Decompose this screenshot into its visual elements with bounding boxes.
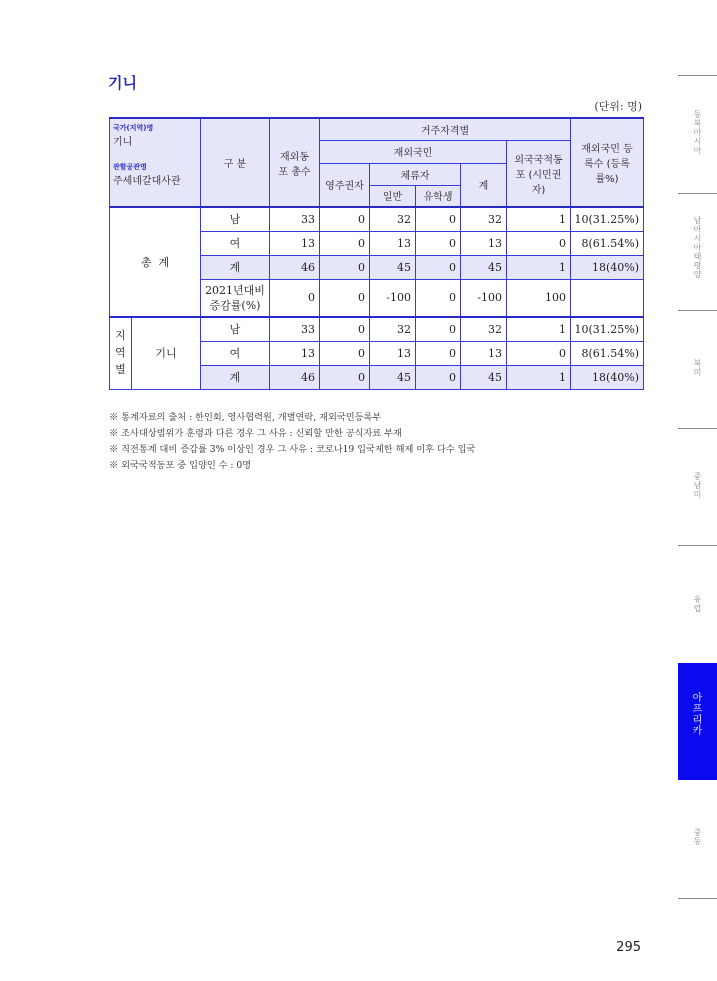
- cell-sum: 45: [461, 255, 507, 279]
- country-value: 기니: [113, 137, 133, 148]
- header-residence: 거주자격별: [320, 118, 571, 140]
- country-label: 국가(지역)명: [113, 124, 154, 132]
- unit-label: (단위: 명): [594, 100, 642, 113]
- cell-total: 13: [270, 231, 320, 255]
- cell-foreign: 0: [507, 341, 571, 365]
- region-group-label-text: 지 역 별: [115, 329, 126, 377]
- cell-foreign: 1: [507, 317, 571, 341]
- cell-total: 46: [270, 255, 320, 279]
- side-tab-label: 중동: [693, 828, 702, 846]
- header-foreign-national: 외국국적동포 (시민권자): [507, 140, 571, 207]
- cell-permanent: 0: [320, 317, 370, 341]
- cell-general: 13: [370, 341, 416, 365]
- side-tab-latin-america[interactable]: [678, 472, 717, 499]
- header-overseas-citizens: 재외국민: [320, 140, 507, 163]
- cell-student: 0: [416, 255, 461, 279]
- cell-foreign: 1: [507, 207, 571, 231]
- statistics-table: [109, 117, 644, 390]
- note-source: ※ 통계자료의 출처 : 한인회, 영사협력원, 개별연락, 재외국민등록부: [109, 412, 382, 423]
- cell-permanent: 0: [320, 341, 370, 365]
- row-label: 남: [201, 207, 270, 231]
- side-divider: [678, 310, 717, 311]
- cell-total: 13: [270, 341, 320, 365]
- cell-general: 32: [370, 207, 416, 231]
- notes: [109, 410, 475, 474]
- cell-registered: 18(40%): [571, 255, 644, 279]
- header-general: 일반: [370, 185, 416, 207]
- header-sojourn: 체류자: [370, 163, 461, 185]
- side-tab-label: 북미: [693, 359, 702, 377]
- side-divider: [678, 75, 717, 76]
- side-tab-africa-label: [678, 693, 717, 737]
- cell-student: 0: [416, 207, 461, 231]
- side-tab-label: 동북아시아: [693, 110, 702, 155]
- office-label: 관할공관명: [113, 163, 147, 171]
- cell-student: 0: [416, 341, 461, 365]
- cell-foreign: 1: [507, 365, 571, 389]
- note-scope: ※ 조사대상범위가 훈령과 다른 경우 그 사유 : 신뢰할 만한 공식자료 부재: [109, 428, 402, 439]
- row-label: 2021년대비 증감률(%): [201, 279, 270, 317]
- row-label: 계: [201, 365, 270, 389]
- total-group-label: 총 계: [110, 207, 201, 317]
- active-tab-text: 아프리카: [692, 693, 703, 737]
- note-adoptees: ※ 외국국적동포 중 입양인 수 : 0명: [109, 460, 252, 471]
- cell-foreign: 1: [507, 255, 571, 279]
- side-divider: [678, 898, 717, 899]
- cell-student: 0: [416, 317, 461, 341]
- cell-permanent: 0: [320, 231, 370, 255]
- side-divider: [678, 545, 717, 546]
- cell-registered: 8(61.54%): [571, 231, 644, 255]
- header-student: 유학생: [416, 185, 461, 207]
- cell-foreign: 100: [507, 279, 571, 317]
- cell-sum: 32: [461, 207, 507, 231]
- cell-permanent: 0: [320, 255, 370, 279]
- cell-registered: 10(31.25%): [571, 317, 644, 341]
- side-tab-north-america[interactable]: [678, 359, 717, 377]
- cell-student: 0: [416, 279, 461, 317]
- cell-general: -100: [370, 279, 416, 317]
- header-total: 재외동포 총수: [270, 118, 320, 207]
- cell-general: 45: [370, 365, 416, 389]
- cell-total: 46: [270, 365, 320, 389]
- cell-general: 32: [370, 317, 416, 341]
- cell-student: 0: [416, 231, 461, 255]
- cell-general: 45: [370, 255, 416, 279]
- header-category: 구 분: [201, 118, 270, 207]
- cell-permanent: 0: [320, 365, 370, 389]
- cell-student: 0: [416, 365, 461, 389]
- cell-registered: 18(40%): [571, 365, 644, 389]
- cell-total: 33: [270, 317, 320, 341]
- cell-permanent: 0: [320, 279, 370, 317]
- cell-general: 13: [370, 231, 416, 255]
- cell-sum: 45: [461, 365, 507, 389]
- info-cell: [110, 118, 201, 207]
- office-value: 주세네갈대사관: [113, 176, 181, 187]
- cell-total: 0: [270, 279, 320, 317]
- side-tab-label: 남아시아태평양: [693, 216, 702, 279]
- side-tab-northeast-asia[interactable]: [678, 110, 717, 155]
- header-registered: 재외국민 등록수 (등록률%): [571, 118, 644, 207]
- row-label: 여: [201, 341, 270, 365]
- cell-registered: 10(31.25%): [571, 207, 644, 231]
- cell-registered: [571, 279, 644, 317]
- region-name: 기니: [132, 317, 201, 389]
- side-tab-europe[interactable]: [678, 595, 717, 613]
- side-tab-middle-east[interactable]: [678, 828, 717, 846]
- row-label: 남: [201, 317, 270, 341]
- cell-sum: 13: [461, 231, 507, 255]
- cell-sum: -100: [461, 279, 507, 317]
- cell-registered: 8(61.54%): [571, 341, 644, 365]
- side-divider: [678, 428, 717, 429]
- table-row: [110, 317, 644, 341]
- side-tab-label: 유럽: [693, 595, 702, 613]
- side-tab-label: 중남미: [693, 472, 702, 499]
- cell-total: 33: [270, 207, 320, 231]
- cell-foreign: 0: [507, 231, 571, 255]
- cell-sum: 13: [461, 341, 507, 365]
- page-title: 기니: [108, 74, 137, 92]
- side-divider: [678, 193, 717, 194]
- row-label: 계: [201, 255, 270, 279]
- side-tab-south-asia-pacific[interactable]: [678, 216, 717, 279]
- page-number: 295: [616, 940, 641, 955]
- table-row: [110, 207, 644, 231]
- cell-sum: 32: [461, 317, 507, 341]
- header-sum: 계: [461, 163, 507, 207]
- cell-permanent: 0: [320, 207, 370, 231]
- row-label: 여: [201, 231, 270, 255]
- region-group-label: [110, 317, 132, 389]
- header-permanent: 영주권자: [320, 163, 370, 207]
- note-change: ※ 직전통계 대비 증감률 3% 이상인 경우 그 사유 : 코로나19 입국제한 해제 이후 다수 입국: [109, 444, 476, 455]
